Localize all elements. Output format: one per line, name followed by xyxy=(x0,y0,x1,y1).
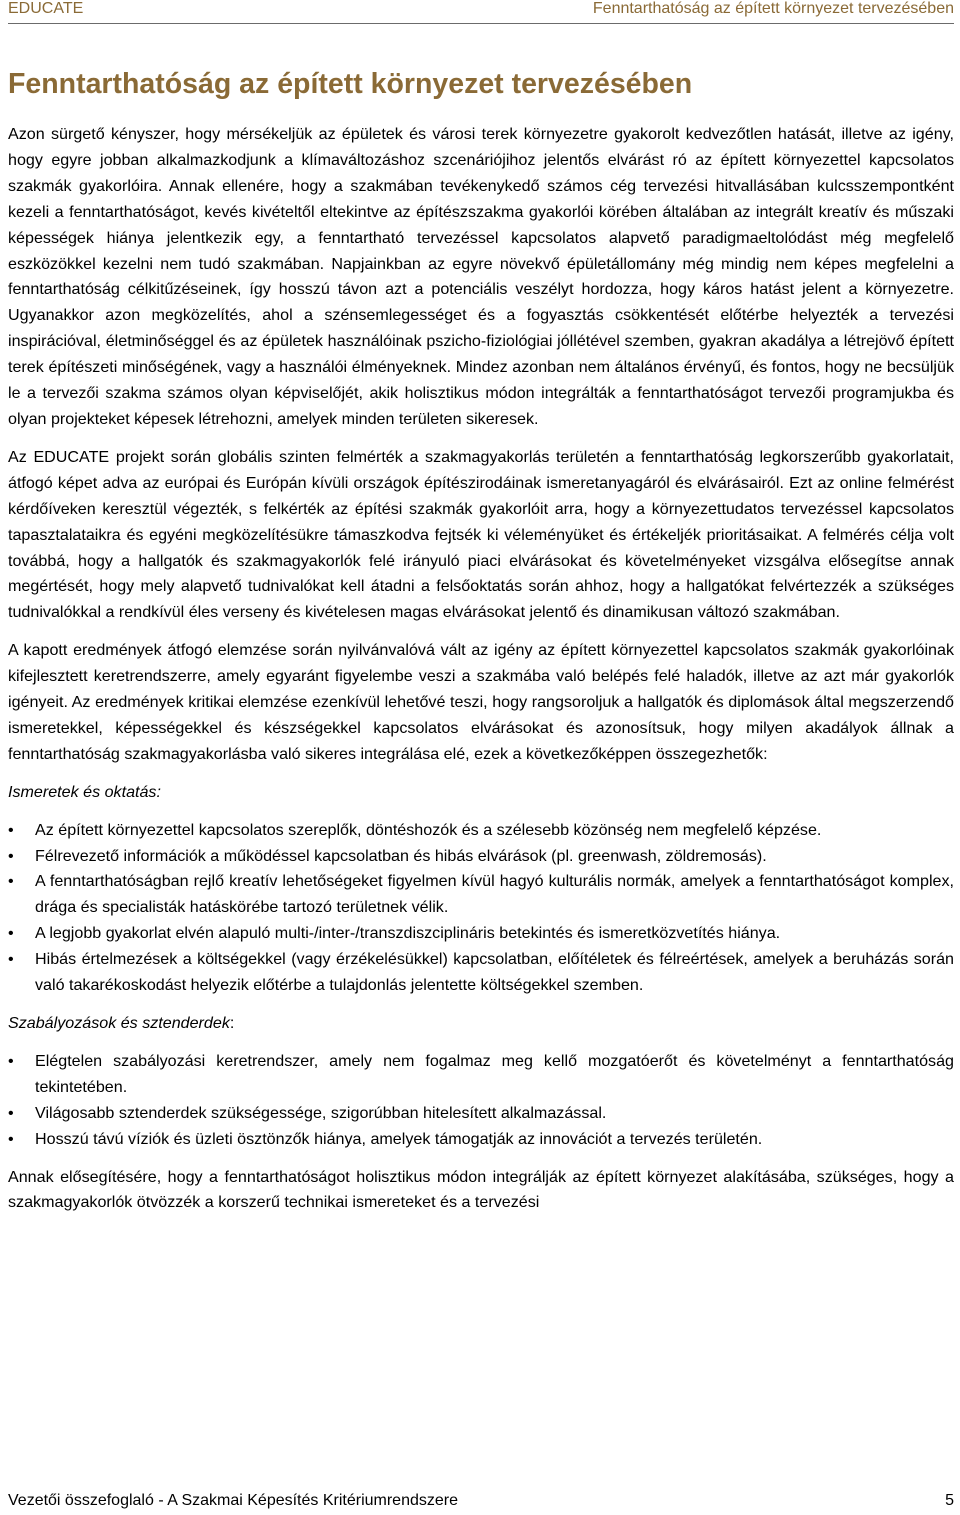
bullet-icon: • xyxy=(8,924,14,943)
page-header xyxy=(8,0,954,22)
bullet-icon: • xyxy=(8,846,14,865)
bullet-icon: • xyxy=(8,820,14,839)
paragraph-final: Annak elősegítésére, hogy a fenntarthatóságot holisztikus módon integrálják az épített környezet alakításába, szükséges, hogy a szakmagyakorlók ötvözzék a korszerű technikai ismereteket és a tervezési xyxy=(8,1167,954,1212)
page-title: Fenntarthatóság az épített környezet tervezésében xyxy=(8,68,693,100)
paragraph-survey: Az EDUCATE projekt során globális szinten felmérték a szakmagyakorlás területén a fenntarthatóság legkorszerűbb gyakorlatait, átfogó képet adva az európai és Európán kívüli országok építészirodáinak ismeretanyagáról és elvárásairól. Ezt az online felmérést kérdőíveken keresztül végezték, s felkérték az építési szakmák gyakorlóit arra, hogy a környezettudatos tervezéssel kapcsolatos tapasztalataikra és egyéni megközelítésükre támaszkodva fejtsék ki véleményüket és értékeljék prioritásaikat. A felmérés célja volt továbbá, hogy a hallgatók és szakmagyakorlók felé irányuló piaci elvárásokat és követelményeket vizsgálva elősegítse annak megértését, hogy mely alapvető tudnivalókat kell átadni a felsőoktatás során ahhoz, hogy a hallgatókat felvértezzék a szükséges tudnivalókkal a rendkívül éles verseny és kivételesen magas elvárásokat jelentő és dinamikusan változó szakmában. xyxy=(8,447,954,622)
list-item: • A legjobb gyakorlat elvén alapuló multi-/inter-/transzdiszciplináris betekintés és ismeretközvetítés hiánya. xyxy=(8,921,954,947)
section-heading-knowledge: Ismeretek és oktatás: xyxy=(8,782,161,801)
header-rule xyxy=(8,23,954,24)
list-item: • Hosszú távú víziók és üzleti ösztönzők hiánya, amelyek támogatják az innovációt a tervezés területén. xyxy=(8,1127,954,1153)
header-project-name: EDUCATE xyxy=(8,0,84,17)
knowledge-list xyxy=(8,818,954,999)
bullet-icon: • xyxy=(8,1051,14,1070)
bullet-icon: • xyxy=(8,872,14,891)
list-item: • Világosabb sztenderdek szükségessége, szigorúbban hitelesített alkalmazással. xyxy=(8,1101,954,1127)
bullet-icon: • xyxy=(8,950,14,969)
list-item: • A fenntarthatóságban rejlő kreatív lehetőségeket figyelmen kívül hagyó kulturális normák, amelyek a fenntarthatóságot komplex, drága és specialisták hatáskörébe tartozó területnek vélik. xyxy=(8,869,954,921)
list-item: • Az épített környezettel kapcsolatos szereplők, döntéshozók és a szélesebb közönség nem megfelelő képzése. xyxy=(8,818,954,844)
section-heading-regulations xyxy=(8,1011,954,1037)
footer-document-title: Vezetői összefoglaló - A Szakmai Képesítés Kritériumrendszere xyxy=(8,1492,458,1509)
page-number: 5 xyxy=(945,1492,954,1509)
list-item: • Elégtelen szabályozási keretrendszer, amely nem fogalmaz meg kellő mozgatóerőt és követelményt a fenntarthatóság tekintetében. xyxy=(8,1049,954,1101)
section-heading-colon: : xyxy=(229,1014,235,1032)
list-item: • Félrevezető információk a működéssel kapcsolatban és hibás elvárások (pl. greenwash, zöldremosás). xyxy=(8,844,954,870)
paragraph-results: A kapott eredmények átfogó elemzése során nyilvánvalóvá vált az igény az épített környezettel kapcsolatos szakmák gyakorlóinak kifejlesztett keretrendszerre, amely egyaránt figyelembe veszi a szakmába való belépés felé haladók, illetve az azt már gyakorlók igényeit. Az eredmények kritikai elemzése ezenkívül lehetővé teszi, hogy rangsoroljuk a hallgatók és diplomások által megszerzendő ismeretekkel, képességekkel és készségekkel kapcsolatos elvárásokat és azonosítsuk, hogy milyen akadályok állnak a fenntarthatóság szakmagyakorlásba való sikeres integrálása elé, ezek a következőképpen összegezhetők: xyxy=(8,641,954,763)
list-item: • Hibás értelmezések a költségekkel (vagy érzékelésükkel) kapcsolatban, előítéletek és félreértések, amelyek a beruházás során való takarékoskodást helyezik előtérbe a tulajdonlás jelentette költségekkel szemben. xyxy=(8,947,954,999)
bullet-icon: • xyxy=(8,1129,14,1148)
bullet-icon: • xyxy=(8,1103,14,1122)
paragraph-intro: Azon sürgető kényszer, hogy mérsékeljük az épületek és városi terek környezetre gyakorolt kedvezőtlen hatását, illetve az igény, hogy egyre jobban alkalmazkodjunk a klímaváltozáshoz szcenáriójihoz jelentős elvárást ró az épített környezettel kapcsolatos szakmák gyakorlóira. Annak ellenére, hogy a szakmában tevékenykedő számos cég tervezési hitvallásában kulcsszempontként kezeli a fenntarthatóságot, kevés kivételtől eltekintve az építészszakma gyakorlói körében általában az integrált kreatív és műszaki képességek hiánya jelentkezik egy, a fenntartható tervezéssel kapcsolatos alapvető paradigmaeltolódást még megfelelő eszközökkel kezelni nem tudó szakmában. Napjainkban az egyre növekvő épületállomány még mindig nem képes megfelelni a fenntarthatóság célkitűzéseinek, így hosszú távon azt a potenciális veszélyt hordozza, hogy káros hatást jelent a környezetre. Ugyanakkor azon megközelítés, ahol a szénsemlegességet és a fogyasztás csökkentését előtérbe helyezték a tervezési inspirációval, életminőséggel és az épületek használóinak pszicho-fiziológiai jóllétével szemben, gyakran akadálya a létrejövő épített terek építészeti minőségének, vagy a használói élményeknek. Mindez azonban nem általános érvényű, és fontos, hogy ne becsüljük le a tervezői szakma számos olyan képviselőjét, akik holisztikus módon integrálták a fenntarthatóságot tervezői programjukba és olyan projekteket képesek létrehozni, amelyek minden területen sikeresek. xyxy=(8,125,954,428)
section-heading-regulations-text: Szabályozások és sztenderdek xyxy=(8,1014,230,1032)
header-chapter-title: Fenntarthatóság az épített környezet tervezésében xyxy=(592,0,954,17)
regulations-list xyxy=(8,1049,954,1153)
document-body xyxy=(8,122,954,1228)
